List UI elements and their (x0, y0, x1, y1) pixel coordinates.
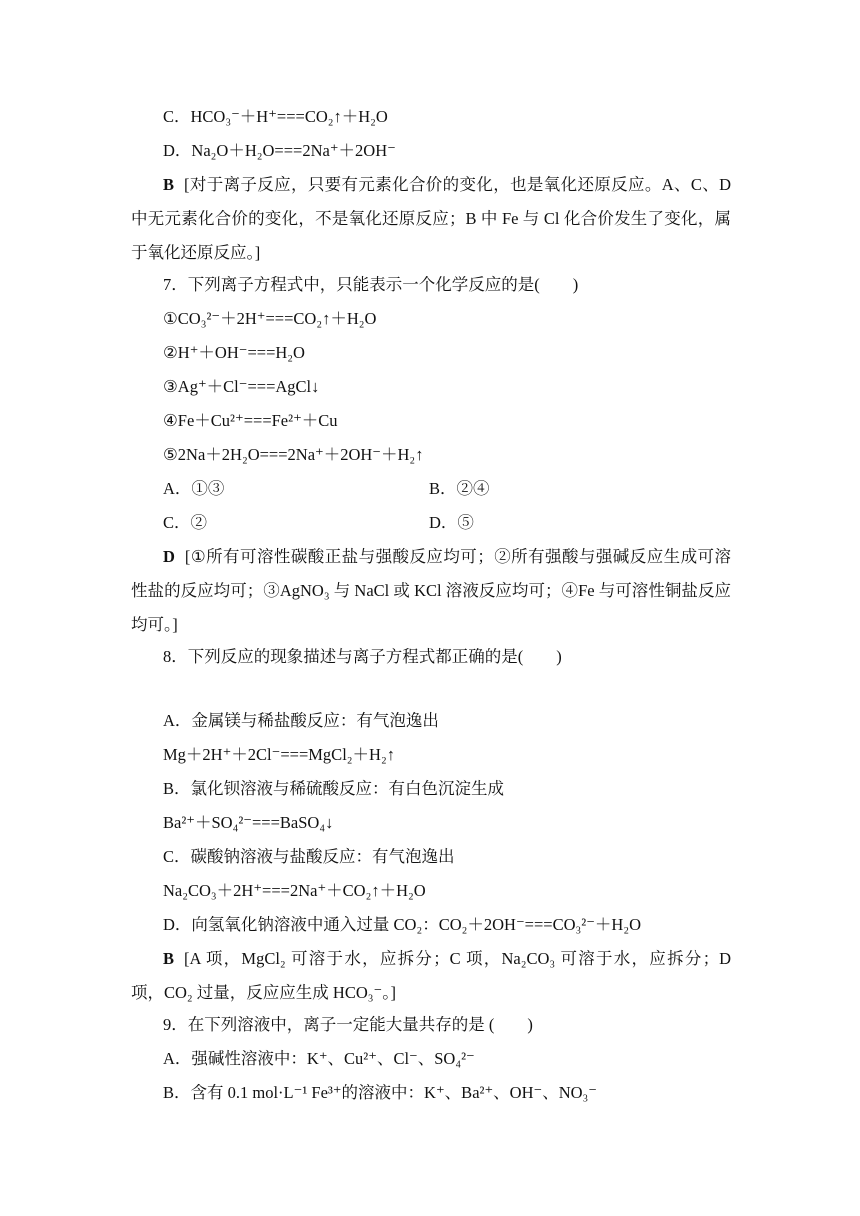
q7-equation-4: ④Fe＋Cu²⁺===Fe²⁺＋Cu (163, 411, 338, 430)
q9-option-b: B．含有 0.1 mol·L⁻¹ Fe³⁺的溶液中：K⁺、Ba²⁺、OH⁻、NO₃⁻ (163, 1083, 598, 1102)
q6-explanation: [对于离子反应，只要有元素化合价的变化，也是氧化还原反应。A、C、D 中无元素化合价的变化，不是氧化还原反应；B 中 Fe 与 Cl 化合价发生了变化，属于氧化还原反应。] (131, 175, 731, 262)
q9-option-a: A．强碱性溶液中：K⁺、Cu²⁺、Cl⁻、SO₄²⁻ (163, 1049, 475, 1068)
q8-option-b: B．氯化钡溶液与稀硫酸反应：有白色沉淀生成 (163, 779, 505, 798)
q8-option-b-equation: Ba²⁺＋SO₄²⁻===BaSO₄↓ (163, 813, 334, 832)
q8-option-c: C．碳酸钠溶液与盐酸反应：有气泡逸出 (163, 847, 455, 866)
q7-explanation: [①所有可溶性碳酸正盐与强酸反应均可；②所有强酸与强碱反应生成可溶性盐的反应均可；③AgNO₃ 与 NaCl 或 KCl 溶液反应均可；④Fe 与可溶性铜盐反应均可。] (131, 547, 731, 634)
q6-option-c: C．HCO₃⁻＋H⁺===CO₂↑＋H₂O (163, 107, 388, 126)
q7-answer-block (131, 540, 731, 642)
q8-option-a: A．金属镁与稀盐酸反应：有气泡逸出 (163, 711, 439, 730)
q8-option-a-equation: Mg＋2H⁺＋2Cl⁻===MgCl₂＋H₂↑ (163, 745, 395, 764)
q6-answer-block (131, 168, 731, 270)
q7-equation-5: ⑤2Na＋2H₂O===2Na⁺＋2OH⁻＋H₂↑ (163, 445, 424, 464)
q7-equation-1: ①CO₃²⁻＋2H⁺===CO₂↑＋H₂O (163, 309, 377, 328)
q7-equation-2: ②H⁺＋OH⁻===H₂O (163, 343, 305, 362)
q6-option-d: D．Na₂O＋H₂O===2Na⁺＋2OH⁻ (163, 141, 396, 160)
q7-option-b: B．②④ (429, 479, 490, 498)
q8-answer-block (131, 942, 731, 1010)
q7-option-c: C．② (163, 513, 208, 532)
q7-option-a: A．①③ (163, 479, 225, 498)
q9-stem: 9．在下列溶液中，离子一定能大量共存的是 ( ) (163, 1015, 533, 1034)
q8-answer-letter: B (163, 949, 175, 968)
q8-explanation: [A 项，MgCl₂ 可溶于水，应拆分；C 项，Na₂CO₃ 可溶于水，应拆分；D 项，CO₂ 过量，反应应生成 HCO₃⁻。] (131, 949, 731, 1002)
q7-option-d: D．⑤ (429, 513, 474, 532)
q8-stem: 8．下列反应的现象描述与离子方程式都正确的是( ) (163, 647, 562, 666)
q8-option-d: D．向氢氧化钠溶液中通入过量 CO₂：CO₂＋2OH⁻===CO₃²⁻＋H₂O (163, 915, 642, 934)
q7-equation-3: ③Ag⁺＋Cl⁻===AgCl↓ (163, 377, 320, 396)
q6-answer-letter: B (163, 175, 175, 194)
q7-stem: 7．下列离子方程式中，只能表示一个化学反应的是( ) (163, 275, 579, 294)
q7-answer-letter: D (163, 547, 175, 566)
q8-option-c-equation: Na₂CO₃＋2H⁺===2Na⁺＋CO₂↑＋H₂O (163, 881, 426, 900)
